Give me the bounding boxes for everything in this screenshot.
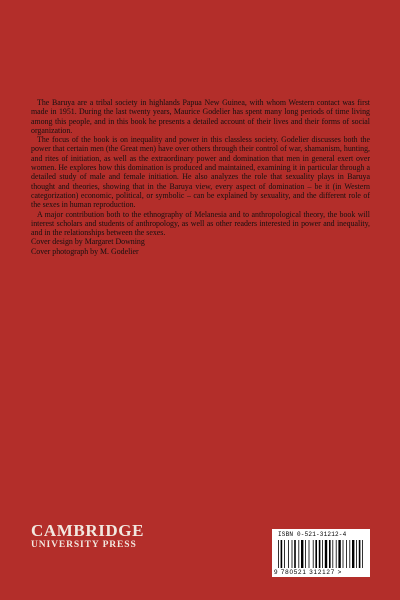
publisher-name: CAMBRIDGE [31, 521, 145, 540]
barcode-digits: 9 780521 312127 > [274, 569, 343, 576]
cover-design-credit: Cover design by Margaret Downing [31, 237, 145, 247]
barcode-bar [346, 540, 347, 568]
barcode-bar [352, 540, 354, 568]
publisher-subname: UNIVERSITY PRESS [31, 540, 137, 550]
blurb-paragraph-2: The focus of the book is on inequality and power in this classless society. Godelier discusses both the power that certain men (the Great men) have over others through their control of war, shamanism, hunting, and rites of initiation, as well as the extraordinary power and domination that men in general exert over women. He explores how this domination is produced and maintained, examining it in particular through a detailed study of male and female initiation. He also analyzes the role that sexuality plays in Baruya thought and theories, showing that in the Baruya view, every aspect of domination – be it (in Western categorization) economic, political, or symbolic – can be explained by sexuality, and the different role of the sexes in human reproduction. [31, 135, 370, 210]
back-cover-blurb [31, 98, 370, 256]
barcode-bar [319, 540, 321, 568]
barcode-panel [272, 529, 370, 577]
blurb-paragraph-1: The Baruya are a tribal society in highlands Papua New Guinea, with whom Western contact was first made in 1951. During the last twenty years, Maurice Godelier has spent many long periods of time living among this people, and in this book he presents a detailed account of their lives and their forms of social organization. [31, 98, 370, 135]
blurb-paragraph-3: A major contribution both to the ethnography of Melanesia and to anthropological theory, the book will interest scholars and students of anthropology, as well as other readers interested in power and inequality, and in the relationships between the sexes. [31, 209, 370, 238]
barcode-bar [281, 540, 283, 568]
barcode-bar [294, 540, 296, 568]
barcode-bar [329, 540, 331, 568]
barcode-bar [332, 540, 333, 568]
publisher-logo [31, 522, 144, 551]
barcode-bar [301, 540, 303, 568]
barcode-bar [292, 540, 293, 568]
barcode-bar [313, 540, 314, 568]
barcode-bar [278, 540, 279, 568]
barcode-bar [356, 540, 357, 568]
barcode-bar [298, 540, 299, 568]
barcode-bar [349, 540, 350, 568]
barcode-bar [338, 540, 340, 568]
barcode-bar [325, 540, 327, 568]
barcode-bar [359, 540, 361, 568]
cover-photo-credit: Cover photograph by M. Godelier [31, 246, 139, 256]
barcode-bar [362, 540, 363, 568]
isbn-label: ISBN 0-521-31212-4 [278, 531, 347, 538]
barcode-bar [322, 540, 323, 568]
barcode-bar [309, 540, 310, 568]
barcode-bar [315, 540, 317, 568]
barcode-bar [288, 540, 289, 568]
barcode-bar [305, 540, 306, 568]
barcode-bar [343, 540, 344, 568]
barcode-bar [284, 540, 285, 568]
barcode-bars [276, 540, 366, 568]
barcode-bar [336, 540, 337, 568]
